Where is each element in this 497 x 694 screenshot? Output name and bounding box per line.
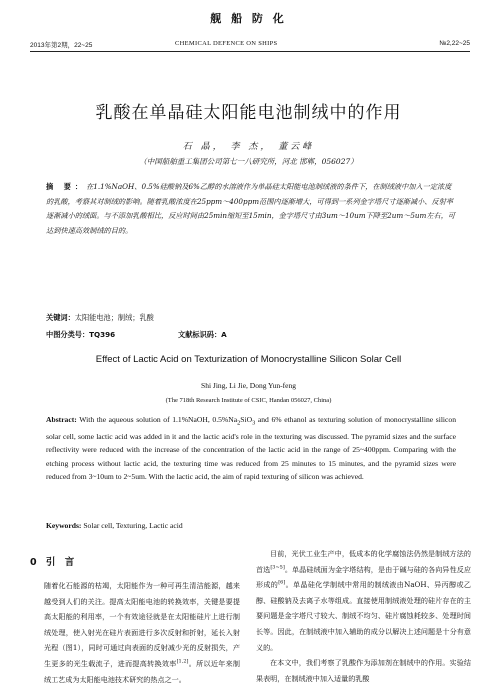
section-heading-intro: 0 引 言 <box>30 557 78 568</box>
keywords-cn-label: 关键词： <box>46 313 75 322</box>
journal-title: 舰 船 防 化 <box>210 12 287 25</box>
clc-label: 中图分类号： <box>46 330 90 339</box>
intro-paragraph-left <box>30 578 240 687</box>
intro-right-text-b: 。单晶硅绒面为金字塔结构，是由于碱与硅的各向异性反应形成的 <box>256 564 472 590</box>
intro-paragraph-right-1 <box>256 546 471 655</box>
clc-value: TQ396 <box>89 330 116 339</box>
abstract-cn-label: 摘 要： <box>46 182 87 191</box>
keywords-cn-text: 太阳能电池；制绒；乳酸 <box>74 313 154 322</box>
keywords-en <box>46 521 456 530</box>
citation-ref: [6] <box>278 579 286 586</box>
citation-ref: [1,2] <box>176 658 189 665</box>
abstract-en-text-a: With the aqueous solution of 1.1%NaOH, 0.5%Na <box>76 415 238 424</box>
intro-left-end: 。所以近年来制绒工艺成为太阳能电池技术研究的热点之一。 <box>44 658 241 684</box>
journal-name-en: CHEMICAL DEFENCE ON SHIPS <box>175 40 278 47</box>
issue-number: №2,22~25 <box>439 40 470 47</box>
intro-left-text: 随着化石能源的枯竭，太阳能作为一种可再生清洁能源，越来越受到人们的关注。提高太阳能电池的转换效率，关键是要提高太阳能的利用率，一个有效途径就是在太阳能硅片上进行制绒处理，使入射光在硅片表面进行多次反射和折射，延长入射光程（图1），同时可通过向表面的反射减少光的反射损失，产生更多的光生载流子，进而提高转换效率 <box>44 581 240 668</box>
intro-right-text-c: 。单晶硅化学制绒中常用的制绒液由NaOH、异丙醇或乙醇、硅酸钠及去离子水等组成。直接使用制绒液处理的硅片存在的主要问题是金字塔尺寸较大、制绒不均匀、硅片腐蚀耗较多、处理时间长等。因此，在制绒液中加入辅助的成分以解决上述问题是十分有意义的。 <box>256 580 471 652</box>
intro-paragraph-right-2: 在本文中，我们考察了乳酸作为添加剂在制绒中的作用。实验结果表明，在制绒液中加入适量的乳酸 <box>256 658 471 683</box>
paper-title-en: Effect of Lactic Acid on Texturization of Monocrystalline Silicon Solar Cell <box>95 354 402 365</box>
keywords-en-label: Keywords: <box>46 521 82 530</box>
abstract-cn <box>46 180 456 238</box>
keywords-en-text: Solar cell, Texturing, Lactic acid <box>81 521 183 530</box>
affiliation-en: (The 718th Research Institute of CSIC, Handan 056027, China) <box>165 397 332 404</box>
abstract-en-text-b: SiO <box>240 415 253 424</box>
abstract-cn-text: 在1.1%NaOH、0.5%硅酸钠及6%乙醇的水溶液作为单晶硅太阳能电池制绒液的条件下，在制绒液中加入一定浓度的乳酸，考察其对制绒的影响。随着乳酸浓度在25ppm～400ppm范围内逐渐增大，可得到一系列金字塔尺寸逐渐减小、反射率逐渐减小的绒面。与不添加乳酸相比，反应时间由25min缩短至15min，金字塔尺寸由3um～10um下降至2um～5um左右，可达到快速高效制绒的目的。 <box>46 182 456 235</box>
issue-info: 2013年第2期，22~25 <box>30 42 93 49</box>
abstract-en-label: Abstract: <box>46 415 77 424</box>
citation-ref: [3~5] <box>270 564 285 571</box>
keywords-cn <box>46 313 456 323</box>
authors-cn: 石 晶， 李 杰， 董云峰 <box>182 142 315 152</box>
intro-right-text-a: 目前，光伏工业生产中，低成本的化学腐蚀法仍然是制绒方法的首选 <box>256 549 471 574</box>
subscript-3: 3 <box>252 419 256 427</box>
intro-column-left <box>30 578 240 687</box>
affiliation-cn: （中国船舶重工集团公司第七一八研究所，河北 邯郸，056027） <box>139 157 358 166</box>
header-rule <box>30 51 470 52</box>
doc-code-label: 文献标识码： <box>178 330 222 339</box>
abstract-en-text-c: and 6% ethanol as texturing solution of monocrystalline silicon solar cell, some lactic acid was added in it and the lactic acid's role in the texturing was discussed. The pyramid sizes and the surface reflectivity were reduced with the increase of the concentration of the lactic acid in the range of 25~400ppm. Comparing with the etching process without lactic acid, the texturing time was reduced from 25 minutes to 15 minutes, and the pyramid sizes were reduced from 3~10um to 2~5um. With the lactic acid, the aim of rapid texturing of silicon was achieved. <box>46 415 457 482</box>
abstract-en <box>46 413 456 484</box>
authors-en: Shi Jing, Li Jie, Dong Yun-feng <box>201 381 296 390</box>
paper-title-cn: 乳酸在单晶硅太阳能电池制绒中的作用 <box>95 103 402 123</box>
doc-code-value: A <box>221 330 227 339</box>
intro-column-right <box>256 546 471 686</box>
subscript-2: 2 <box>237 419 241 427</box>
